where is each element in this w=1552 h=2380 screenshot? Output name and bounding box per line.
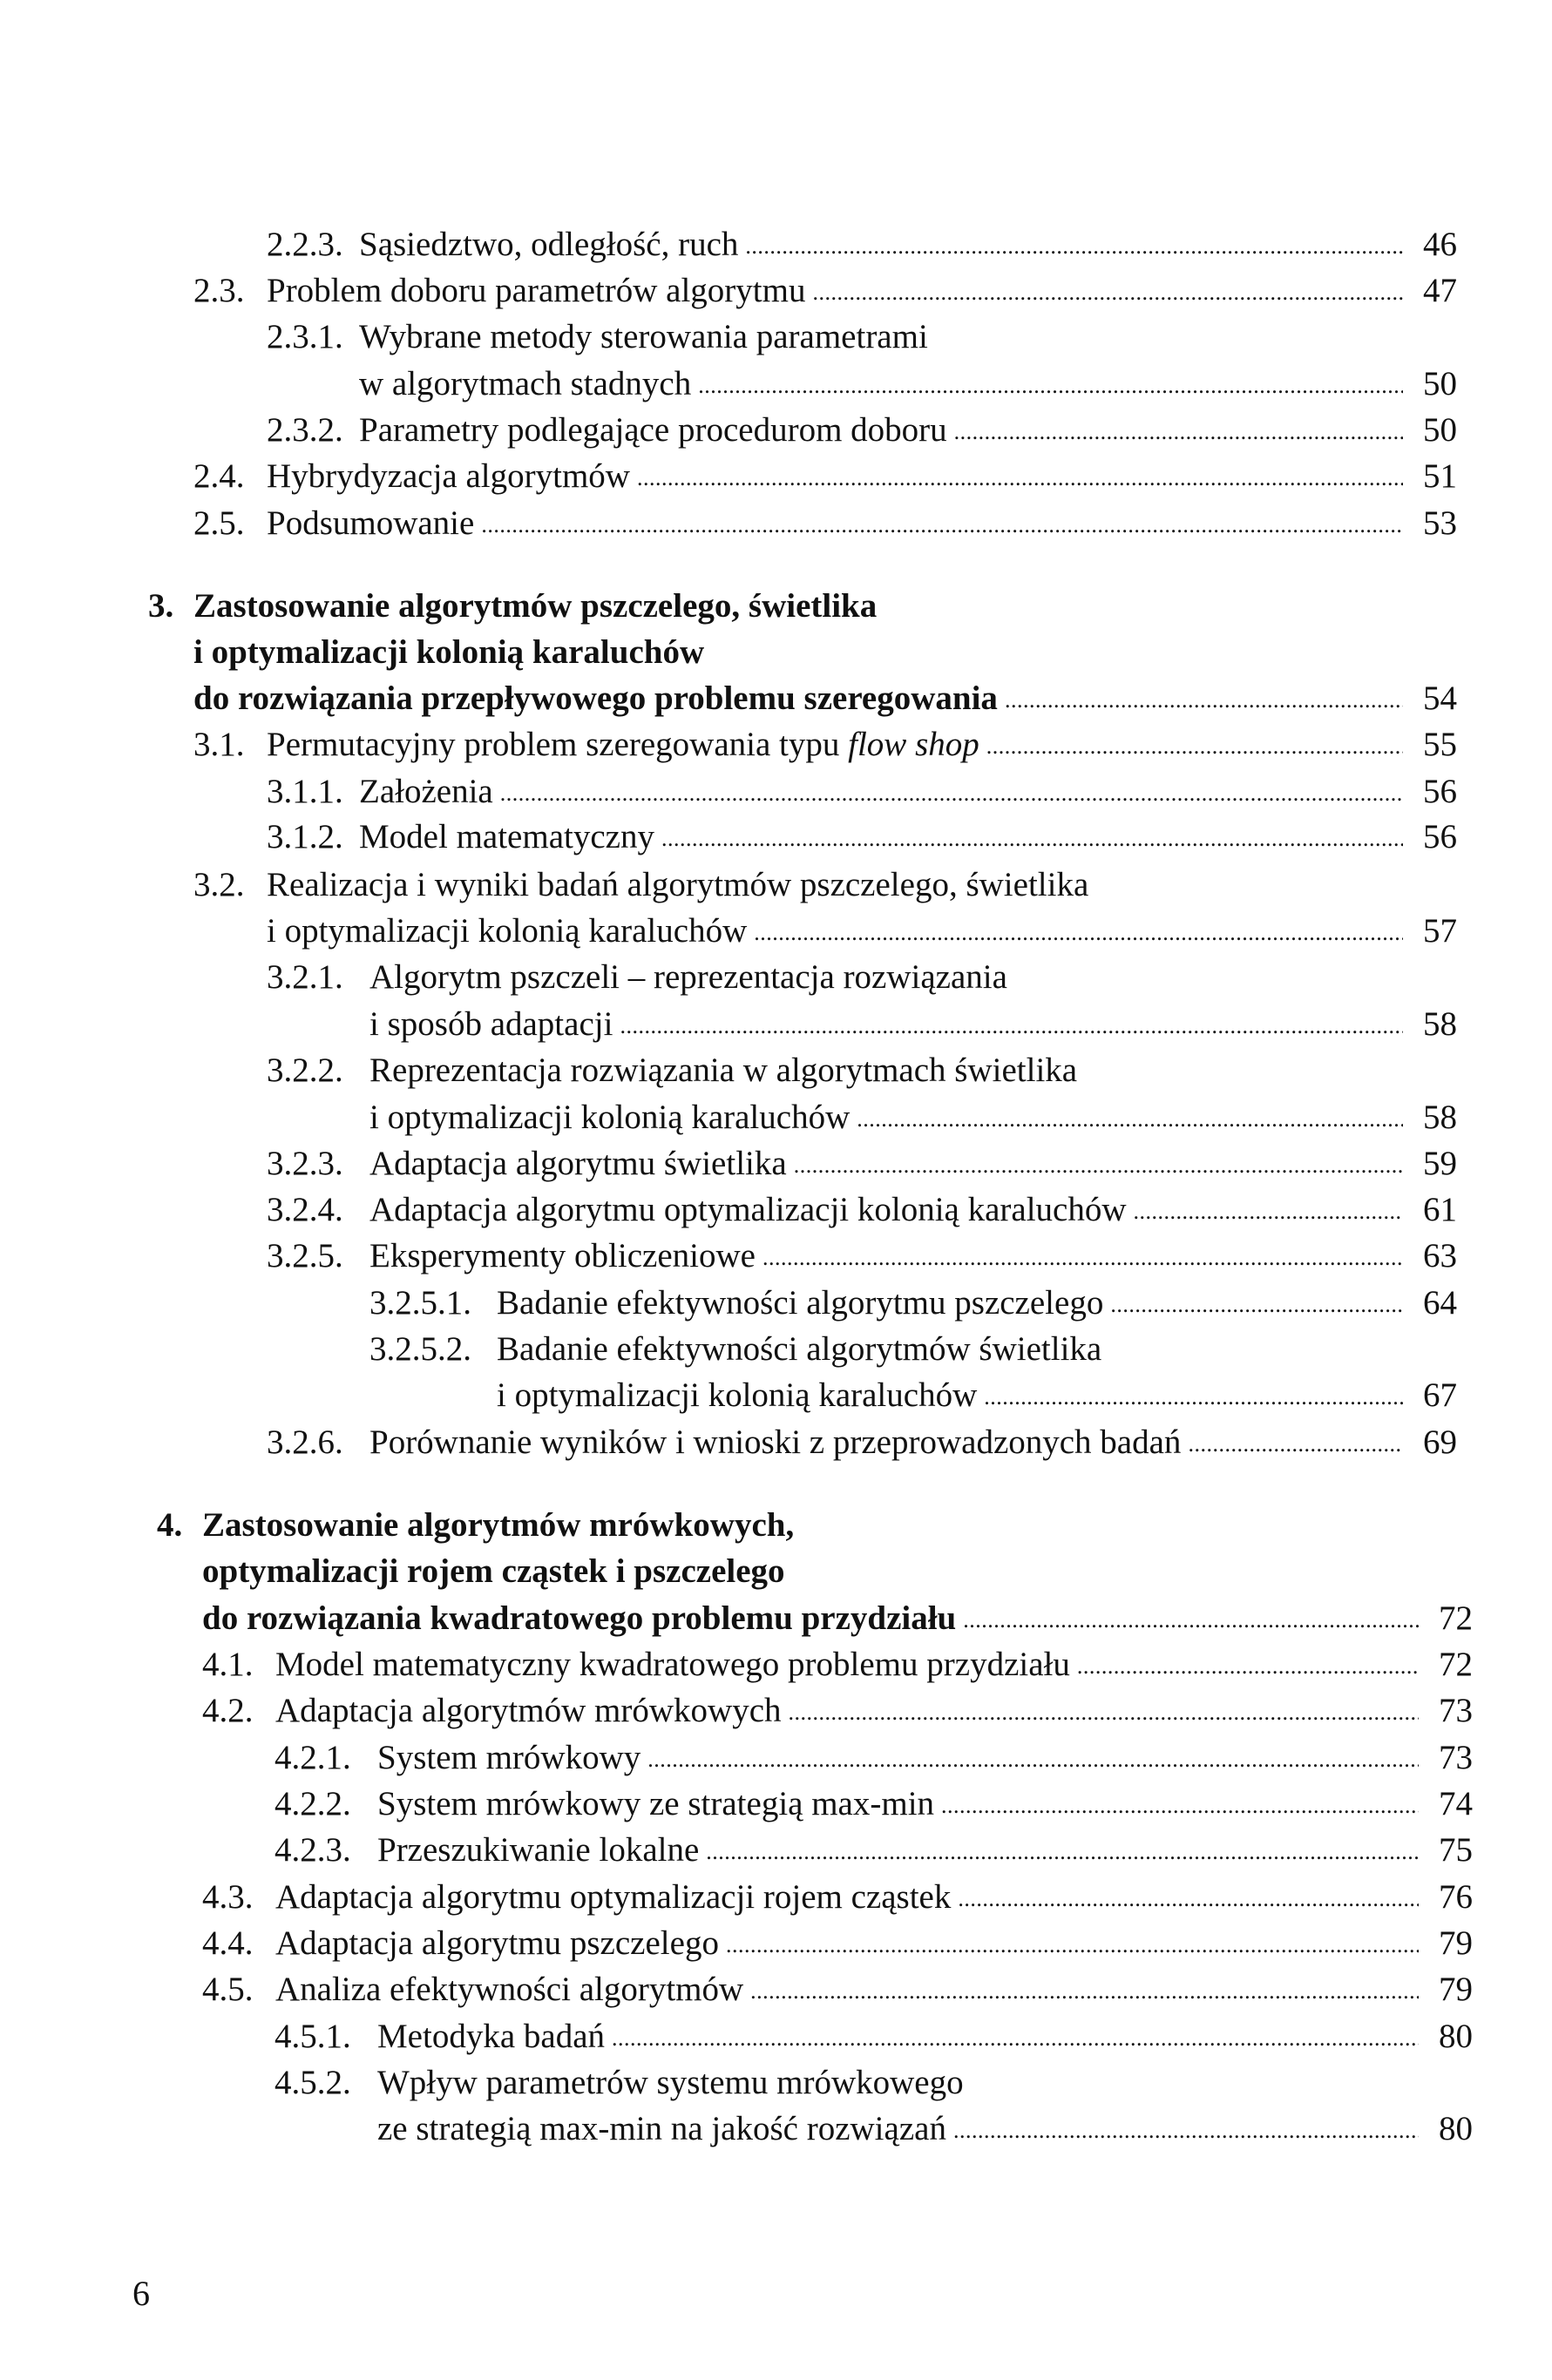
entry-title: i sposób adaptacji [369, 1005, 613, 1043]
page-number: 80 [1439, 2018, 1473, 2055]
entry-title: Wybrane metody sterowania parametrami [359, 318, 928, 355]
toc-entry[interactable] [193, 862, 1457, 909]
entry-title: i optymalizacji kolonią karaluchów [497, 1376, 978, 1414]
entry-title: Model matematyczny kwadratowego problemu przydziału [275, 1646, 1070, 1683]
dot-leader [812, 269, 1403, 316]
toc-entry[interactable] [274, 2059, 1473, 2106]
entry-number: 3.2.4. [267, 1191, 343, 1228]
page-number: 56 [1423, 773, 1457, 810]
toc-entry[interactable] [267, 954, 1457, 1001]
toc-entry[interactable] [369, 1326, 1457, 1373]
entry-title: Problem doboru parametrów algorytmu [267, 272, 806, 309]
dot-leader [745, 223, 1403, 270]
chapter-number: 4. [157, 1506, 183, 1544]
entry-title: i optymalizacji kolonią karaluchów [267, 912, 748, 950]
toc-entry[interactable] [267, 768, 1457, 815]
entry-number: 3.2.5. [267, 1237, 343, 1275]
toc-entry-continuation[interactable] [369, 1001, 1457, 1048]
dot-leader [794, 1142, 1403, 1189]
dot-leader [1005, 677, 1403, 724]
page-number: 72 [1439, 1599, 1473, 1637]
entry-title: Analiza efektywności algorytmów [275, 1971, 744, 2008]
toc-entry[interactable] [202, 1687, 1473, 1734]
chapter-heading-continuation[interactable] [193, 629, 1457, 676]
entry-title: Permutacyjny problem szeregowania typu flow shop [267, 726, 979, 763]
toc-entry[interactable] [274, 1781, 1473, 1828]
page-number: 58 [1423, 1099, 1457, 1136]
entry-number: 4.5.2. [274, 2064, 351, 2101]
page-number: 57 [1423, 912, 1457, 950]
entry-title: w algorytmach stadnych [359, 365, 692, 402]
toc-entry[interactable] [267, 1140, 1457, 1187]
entry-title: Adaptacja algorytmu świetlika [369, 1145, 787, 1182]
entry-number: 4.2.3. [274, 1831, 351, 1869]
chapter-heading-continuation[interactable] [193, 675, 1457, 722]
chapter-number: 3. [148, 587, 174, 625]
page-number: 50 [1423, 365, 1457, 402]
chapter-heading-continuation[interactable] [202, 1548, 1473, 1595]
entry-title: Reprezentacja rozwiązania w algorytmach świetlika [369, 1051, 1078, 1089]
dot-leader [754, 909, 1403, 957]
dot-leader [500, 770, 1403, 817]
chapter-title: i optymalizacji kolonią karaluchów [193, 633, 705, 671]
entry-title: Badanie efektywności algorytmów świetlika [497, 1330, 1102, 1368]
page-number: 80 [1439, 2110, 1473, 2147]
dot-leader [1110, 1281, 1403, 1329]
entry-title: Podsumowanie [267, 504, 475, 542]
page-number: 51 [1423, 457, 1457, 495]
entry-number: 4.5.1. [274, 2018, 351, 2055]
toc-entry[interactable] [267, 407, 1457, 454]
dot-leader [941, 1782, 1419, 1829]
dot-leader [953, 2107, 1419, 2154]
page-number: 75 [1439, 1831, 1473, 1869]
entry-number: 2.3. [193, 272, 245, 309]
entry-title: Adaptacja algorytmu optymalizacji kolonią karaluchów [369, 1191, 1127, 1228]
toc-entry[interactable] [193, 267, 1457, 314]
dot-leader [637, 455, 1403, 502]
toc-entry[interactable] [267, 1187, 1457, 1234]
toc-entry[interactable] [202, 1966, 1473, 2013]
page-number: 64 [1423, 1284, 1457, 1322]
entry-title: ze strategią max-min na jakość rozwiązań [377, 2110, 946, 2147]
entry-number: 4.2.2. [274, 1785, 351, 1822]
dot-leader [984, 1374, 1403, 1421]
entry-number: 3.2.6. [267, 1423, 343, 1461]
entry-number: 3.2.2. [267, 1051, 343, 1089]
chapter-title: optymalizacji rojem cząstek i pszczelego [202, 1552, 785, 1590]
entry-title: Metodyka badań [377, 2018, 606, 2055]
entry-title: Adaptacja algorytmów mrówkowych [275, 1692, 782, 1729]
toc-entry[interactable] [267, 1419, 1457, 1466]
entry-number: 3.1.2. [267, 818, 343, 855]
page-number: 69 [1423, 1423, 1457, 1461]
page-number: 55 [1423, 726, 1457, 763]
dot-leader [958, 1876, 1419, 1923]
entry-title: System mrówkowy [377, 1739, 641, 1776]
entry-number: 3.2.5.2. [369, 1330, 471, 1368]
dot-leader [706, 1829, 1419, 1876]
toc-entry[interactable] [193, 500, 1457, 547]
dot-leader [726, 1922, 1419, 1969]
entry-title: Porównanie wyników i wnioski z przeprowadzonych badań [369, 1423, 1182, 1461]
dot-leader [481, 502, 1403, 549]
entry-number: 2.3.2. [267, 411, 343, 449]
entry-number: 2.4. [193, 457, 245, 495]
dot-leader [762, 1234, 1403, 1281]
dot-leader [647, 1736, 1419, 1783]
dot-leader [698, 362, 1403, 409]
dot-leader [789, 1689, 1419, 1736]
dot-leader [620, 1003, 1403, 1050]
entry-title: Przeszukiwanie lokalne [377, 1831, 700, 1869]
dot-leader [963, 1597, 1419, 1644]
chapter-heading[interactable] [148, 583, 1457, 630]
page-number: 56 [1423, 818, 1457, 855]
page-number: 76 [1439, 1878, 1473, 1916]
page-number: 58 [1423, 1005, 1457, 1043]
dot-leader [986, 723, 1403, 770]
toc-entry[interactable] [274, 2013, 1473, 2060]
entry-title: Założenia [359, 773, 493, 810]
toc-entry[interactable] [193, 721, 1457, 768]
entry-title: Hybrydyzacja algorytmów [267, 457, 630, 495]
entry-number: 2.5. [193, 504, 245, 542]
dot-leader [857, 1096, 1403, 1143]
entry-number: 4.4. [202, 1924, 254, 1962]
dot-leader [1134, 1188, 1403, 1235]
chapter-title: do rozwiązania przepływowego problemu szeregowania [193, 680, 998, 717]
toc-entry-continuation[interactable] [267, 908, 1457, 955]
toc-entry-continuation[interactable] [359, 361, 1457, 408]
entry-title: Model matematyczny [359, 818, 654, 855]
italic-term: flow shop [848, 726, 979, 763]
entry-title: Badanie efektywności algorytmu pszczelego [497, 1284, 1104, 1322]
toc-entry-continuation[interactable] [369, 1094, 1457, 1141]
entry-title: Parametry podlegające procedurom doboru [359, 411, 947, 449]
dot-leader [1188, 1421, 1403, 1468]
dot-leader [750, 1968, 1419, 2015]
toc-entry[interactable] [202, 1641, 1473, 1688]
entry-number: 3.2.3. [267, 1145, 343, 1182]
entry-number: 3.2.5.1. [369, 1284, 471, 1322]
chapter-heading-continuation[interactable] [202, 1595, 1473, 1642]
entry-title: Wpływ parametrów systemu mrówkowego [377, 2064, 964, 2101]
page-number: 61 [1423, 1191, 1457, 1228]
page-number: 53 [1423, 504, 1457, 542]
page-number: 73 [1439, 1692, 1473, 1729]
toc-entry[interactable] [202, 1920, 1473, 1967]
chapter-title: Zastosowanie algorytmów pszczelego, świetlika [193, 587, 878, 625]
entry-title: Adaptacja algorytmu pszczelego [275, 1924, 719, 1962]
entry-number: 3.2. [193, 866, 245, 903]
toc-entry[interactable] [267, 1233, 1457, 1280]
entry-number: 4.1. [202, 1646, 254, 1683]
page-number: 74 [1439, 1785, 1473, 1822]
page-number: 50 [1423, 411, 1457, 449]
entry-number: 4.5. [202, 1971, 254, 2008]
entry-title: Algorytm pszczeli – reprezentacja rozwiązania [369, 958, 1007, 996]
dot-leader [954, 409, 1403, 456]
toc-entry[interactable] [267, 221, 1457, 268]
toc-entry[interactable] [193, 453, 1457, 500]
entry-title: Realizacja i wyniki badań algorytmów pszczelego, świetlika [267, 866, 1089, 903]
entry-title: Adaptacja algorytmu optymalizacji rojem cząstek [275, 1878, 952, 1916]
toc-entry[interactable] [202, 1874, 1473, 1921]
page-number: 63 [1423, 1237, 1457, 1275]
page-folio-number: 6 [132, 2274, 150, 2313]
toc-entry[interactable] [267, 314, 1457, 361]
toc-entry[interactable] [267, 1047, 1457, 1094]
chapter-title: Zastosowanie algorytmów mrówkowych, [202, 1506, 795, 1544]
entry-title: i optymalizacji kolonią karaluchów [369, 1099, 851, 1136]
dot-leader [1077, 1643, 1419, 1690]
page-number: 79 [1439, 1924, 1473, 1962]
entry-number: 4.3. [202, 1878, 254, 1916]
entry-title: System mrówkowy ze strategią max-min [377, 1785, 935, 1822]
chapter-title: do rozwiązania kwadratowego problemu przydziału [202, 1599, 957, 1637]
entry-title: Sąsiedztwo, odległość, ruch [359, 226, 739, 263]
page-number: 67 [1423, 1376, 1457, 1414]
toc-entry[interactable] [369, 1280, 1457, 1327]
entry-number: 4.2.1. [274, 1739, 351, 1776]
entry-number: 3.1.1. [267, 773, 343, 810]
entry-title: Eksperymenty obliczeniowe [369, 1237, 756, 1275]
dot-leader [612, 2015, 1419, 2062]
page-number: 72 [1439, 1646, 1473, 1683]
toc-entry[interactable] [274, 1827, 1473, 1874]
toc-entry[interactable] [267, 814, 1457, 861]
page-number: 73 [1439, 1739, 1473, 1776]
toc-entry-continuation[interactable] [497, 1372, 1457, 1419]
page-number: 59 [1423, 1145, 1457, 1182]
page-number: 79 [1439, 1971, 1473, 2008]
chapter-heading[interactable] [157, 1502, 1473, 1549]
entry-number: 3.2.1. [267, 958, 343, 996]
entry-number: 2.3.1. [267, 318, 343, 355]
toc-entry[interactable] [274, 1734, 1473, 1782]
entry-number: 4.2. [202, 1692, 254, 1729]
entry-number: 3.1. [193, 726, 245, 763]
page-number: 47 [1423, 272, 1457, 309]
dot-leader [661, 815, 1403, 862]
page-number: 54 [1423, 680, 1457, 717]
toc-entry-continuation[interactable] [377, 2106, 1473, 2153]
entry-number: 2.2.3. [267, 226, 343, 263]
page-number: 46 [1423, 226, 1457, 263]
